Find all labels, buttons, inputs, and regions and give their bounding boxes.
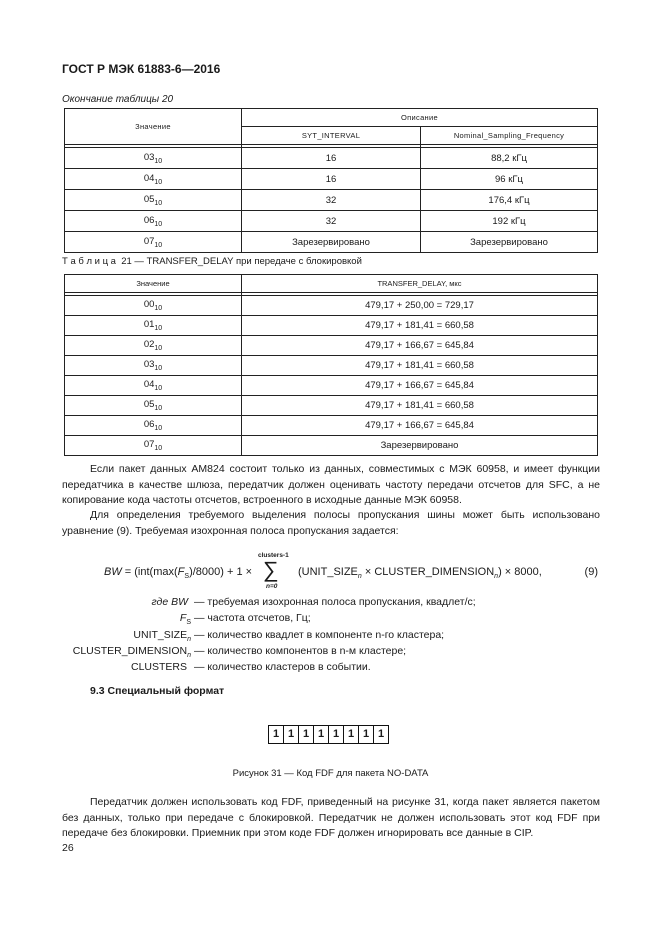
- table21-cell-delay: 479,17 + 250,00 = 729,17: [242, 296, 598, 316]
- table21-row: [65, 316, 598, 336]
- where-unit-size-desc: — количество квадлет в компоненте n-го кластера;: [194, 629, 445, 641]
- formula-fs: F: [177, 566, 185, 578]
- table21-cell-value: $06_{10}$: [65, 416, 242, 436]
- table20-cell-value: $03_{10}$: [65, 148, 242, 169]
- table20-cell-syt: 32: [242, 190, 421, 211]
- equation-number: (9): [584, 566, 598, 578]
- formula-cluster-dim: × CLUSTER_DIMENSION: [361, 566, 495, 578]
- fdf-bit: 1: [283, 726, 298, 743]
- formula-bw: BW: [104, 566, 122, 578]
- page-number: 26: [62, 842, 74, 854]
- paragraph-am824: Если пакет данных AM824 состоит только из данных, совместимых с МЭК 60958, и имеет функции передатчика в качестве шлюза, передатчик должен оценивать частоту передачи отсчетов для SFC, а не копирование кода частоты отсчетов, встроенного в исходные данные МЭК 60958.: [62, 463, 600, 506]
- table20-cell-value: $06_{10}$: [65, 211, 242, 232]
- table21-cell-value: $04_{10}$: [65, 376, 242, 396]
- formula-n1: n: [357, 573, 362, 580]
- table21-row: [65, 296, 598, 316]
- table21-cell-delay: 479,17 + 166,67 = 645,84: [242, 416, 598, 436]
- table21-cell-delay: 479,17 + 166,67 = 645,84: [242, 376, 598, 396]
- where-clusters: CLUSTERS: [130, 661, 187, 673]
- where-cluster-dim: [73, 645, 191, 659]
- where-fs-desc: — частота отсчетов, Гц;: [194, 612, 311, 624]
- section-title: 9.3 Специальный формат: [90, 685, 225, 697]
- table21-cell-delay: 479,17 + 181,41 = 660,58: [242, 356, 598, 376]
- where-unit-size-symbol: UNIT_SIZE: [133, 629, 188, 641]
- table20-cell-value: $04_{10}$: [65, 169, 242, 190]
- table21-col-delay: TRANSFER_DELAY, мкс: [242, 275, 598, 293]
- equation-9: [62, 552, 600, 594]
- where-fs: [180, 612, 191, 626]
- table20-cell-freq: 192 кГц: [421, 211, 598, 232]
- table20-cell-value: $07_{10}$: [65, 232, 242, 253]
- formula-fs-sub: S: [184, 573, 190, 580]
- table21-col-value: Значение: [65, 275, 242, 293]
- table20-cell-syt: Зарезервировано: [242, 232, 421, 253]
- sum-sigma-icon: ∑: [263, 557, 279, 582]
- where-unit-size-sub: n: [187, 636, 191, 643]
- where-bw-desc: — требуемая изохронная полоса пропускания, квадлет/с;: [194, 596, 476, 608]
- fdf-bit: 1: [328, 726, 343, 743]
- formula-left: [104, 566, 252, 580]
- fdf-bit: 1: [358, 726, 373, 743]
- where-cluster-dim-sub: n: [187, 652, 191, 659]
- table21-row: [65, 376, 598, 396]
- table20-row: [65, 211, 598, 232]
- fdf-bit: 1: [373, 726, 388, 743]
- table20-row: [65, 232, 598, 253]
- table20-col-syt: SYT_INTERVAL: [242, 127, 421, 145]
- table21-cell-value: $00_{10}$: [65, 296, 242, 316]
- where-list: [0, 596, 661, 676]
- table21-row: [65, 356, 598, 376]
- standard-header: ГОСТ Р МЭК 61883-6—2016: [62, 62, 221, 76]
- table20-cell-freq: 88,2 кГц: [421, 148, 598, 169]
- table21-cell-value: $02_{10}$: [65, 336, 242, 356]
- table-21: [64, 274, 598, 456]
- table21-cell-value: $01_{10}$: [65, 316, 242, 336]
- where-unit-size: [133, 629, 191, 643]
- table20-row: [65, 190, 598, 211]
- table20-cell-value: $05_{10}$: [65, 190, 242, 211]
- table21-cell-delay: Зарезервировано: [242, 436, 598, 456]
- where-cluster-dim-desc: — количество компонентов в n-м кластере;: [194, 645, 407, 657]
- table20-col-description: Описание: [242, 109, 598, 127]
- table20-cell-freq: 96 кГц: [421, 169, 598, 190]
- table20-cell-freq: 176,4 кГц: [421, 190, 598, 211]
- sum-upper-limit: clusters-1: [258, 552, 289, 559]
- table20-cell-syt: 16: [242, 169, 421, 190]
- paragraph-fdf: Передатчик должен использовать код FDF, приведенный на рисунке 31, когда пакет является пакетом без данных, только при передаче с блокировкой. Передатчик не должен использовать этот код FDF при передаче без блокировки. Приемник при этом коде FDF должен игнорировать все данные в CIP.: [62, 796, 600, 839]
- table21-row: [65, 436, 598, 456]
- where-fs-symbol: F: [179, 612, 187, 624]
- figure-caption: Рисунок 31 — Код FDF для пакета NO-DATA: [232, 768, 429, 779]
- paragraph-bandwidth: Для определения требуемого выделения полосы пропускания шины может быть использовано уравнение (9). Требуемая изохронная полоса пропускания задается:: [62, 509, 600, 537]
- where-bw-symbol: где BW: [151, 596, 188, 608]
- table-20: [64, 108, 598, 253]
- formula-end: ) × 8000,: [498, 566, 542, 578]
- formula-right: [298, 566, 542, 580]
- table20-row: [65, 148, 598, 169]
- table20-col-value: Значение: [65, 109, 242, 145]
- table21-cell-delay: 479,17 + 166,67 = 645,84: [242, 336, 598, 356]
- table21-cell-value: $07_{10}$: [65, 436, 242, 456]
- formula-mid: )/8000) + 1 ×: [189, 566, 253, 578]
- table21-cell-delay: 479,17 + 181,41 = 660,58: [242, 396, 598, 416]
- table21-caption: Т а б л и ц а 21 — TRANSFER_DELAY при передаче с блокировкой: [62, 256, 362, 267]
- fdf-bit: 1: [343, 726, 358, 743]
- formula-n2: n: [494, 573, 499, 580]
- table21-cell-value: $05_{10}$: [65, 396, 242, 416]
- table21-row: [65, 396, 598, 416]
- where-fs-sub: S: [186, 619, 191, 626]
- fdf-bit-diagram: [268, 725, 389, 744]
- where-cluster-dim-symbol: CLUSTER_DIMENSION: [72, 645, 188, 657]
- formula-eq: = (int(max(: [121, 566, 178, 578]
- table20-col-nominal: Nominal_Sampling_Frequency: [421, 127, 598, 145]
- table20-cell-syt: 32: [242, 211, 421, 232]
- sum-lower-limit: n=0: [266, 583, 278, 590]
- table20-row: [65, 169, 598, 190]
- where-clusters-desc: — количество кластеров в событии.: [194, 661, 371, 673]
- table21-cell-delay: 479,17 + 181,41 = 660,58: [242, 316, 598, 336]
- where-bw: [151, 596, 188, 608]
- table20-continuation-caption: Окончание таблицы 20: [62, 94, 174, 105]
- table21-row: [65, 416, 598, 436]
- fdf-bit: 1: [313, 726, 328, 743]
- table21-cell-value: $03_{10}$: [65, 356, 242, 376]
- fdf-bit: 1: [272, 728, 280, 740]
- formula-unit-size: (UNIT_SIZE: [298, 566, 358, 578]
- table21-row: [65, 336, 598, 356]
- table20-cell-freq: Зарезервировано: [421, 232, 598, 253]
- fdf-bit: 1: [298, 726, 313, 743]
- table20-cell-syt: 16: [242, 148, 421, 169]
